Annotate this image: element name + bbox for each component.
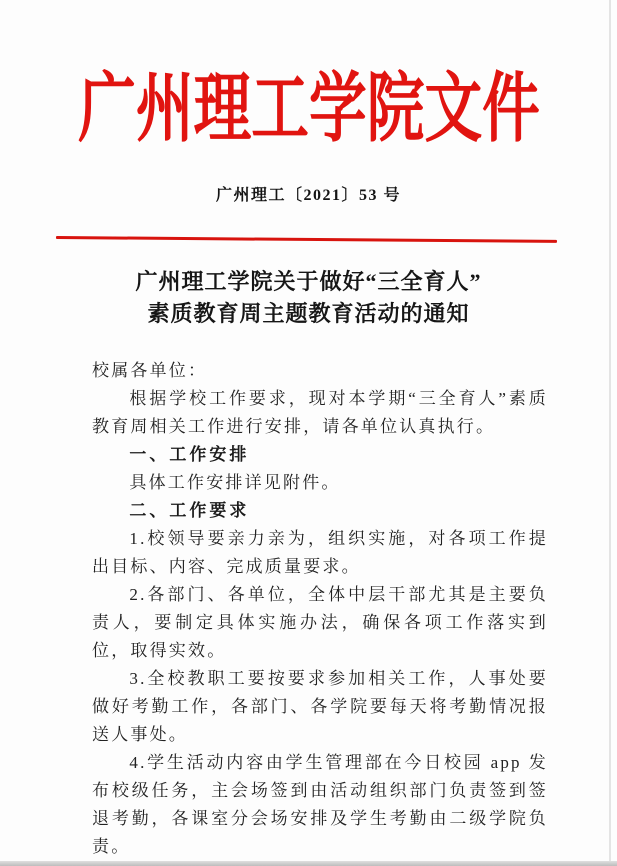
- salutation: 校属各单位：: [92, 361, 208, 380]
- notice-title-line2: 素质教育周主题教育活动的通知: [147, 301, 470, 326]
- masthead-text: 广州理工学院文件: [77, 67, 540, 153]
- paragraph-requirement-2: 2.各部门、各单位，全体中层干部尤其是主要负责人，要制定具体实施办法，确保各项工作落实到位，取得实效。: [92, 585, 548, 660]
- paragraph-requirement-1: 1.校领导要亲力亲为，组织实施，对各项工作提出目标、内容、完成质量要求。: [92, 529, 548, 576]
- notice-body: [92, 357, 548, 861]
- page-scan-edge-right: [609, 0, 611, 866]
- paragraph-section1-body: 具体工作安排详见附件。: [129, 473, 341, 492]
- red-divider-line: [56, 236, 557, 243]
- document-masthead: [0, 66, 617, 154]
- paragraph-requirement-3: 3.全校教职工要按要求参加相关工作，人事处要做好考勤工作，各部门、各学院要每天将考勤情况报送人事处。: [92, 669, 548, 744]
- document-number: 广州理工〔2021〕53 号: [215, 187, 401, 204]
- section-heading-1: 一、工作安排: [129, 445, 250, 464]
- section-heading-2: 二、工作要求: [129, 501, 250, 520]
- paragraph-intro: 根据学校工作要求，现对本学期“三全育人”素质教育周相关工作进行安排，请各单位认真执行。: [92, 389, 548, 436]
- page-scan-edge-bottom: [0, 861, 617, 866]
- notice-title: [0, 266, 617, 330]
- notice-title-line1: 广州理工学院关于做好“三全育人”: [135, 269, 482, 294]
- paragraph-requirement-4: 4.学生活动内容由学生管理部在今日校园 app 发布校级任务，主会场签到由活动组织部门负责签到签退考勤，各课室分会场安排及学生考勤由二级学院负责。: [92, 753, 548, 856]
